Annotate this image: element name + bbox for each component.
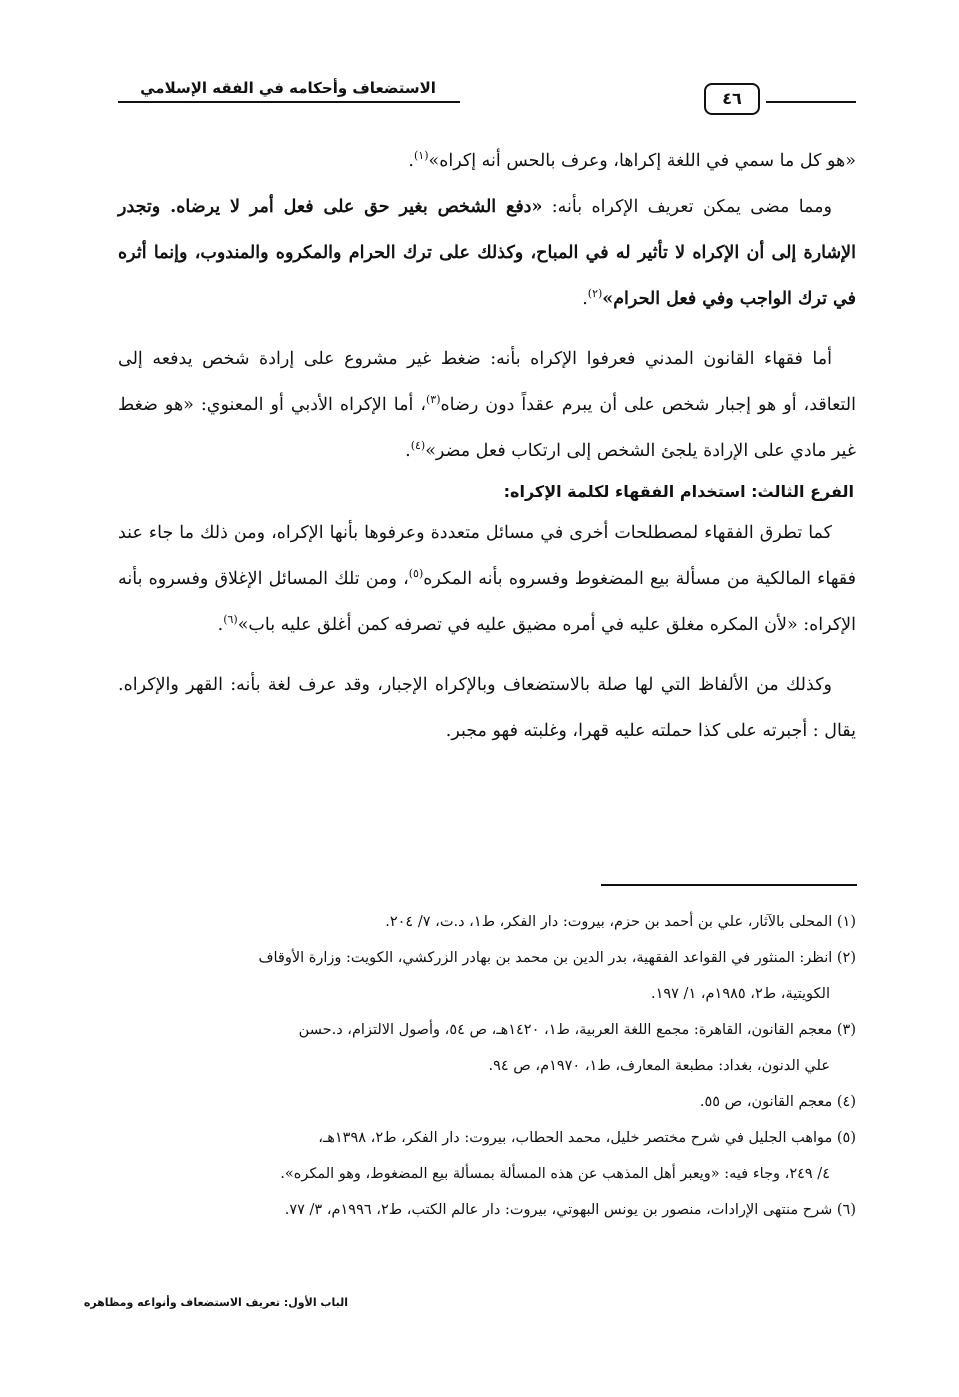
footnote-ref-4: (٤) [410, 439, 426, 453]
footnote-5-continued: ٤/ ٢٤٩، وجاء فيه: «ويعبر أهل المذهب عن هذه المسألة بمسألة بيع المضغوط، وهو المكره». [280, 1166, 830, 1182]
page-number: ٤٦ [704, 83, 760, 115]
footnote-1: (١) المحلى بالآثار، علي بن أحمد بن حزم، بيروت: دار الفكر، ط١، د.ت، ٧/ ٢٠٤. [385, 914, 856, 930]
paragraph-4-text-b: ، ومن تلك المسائل الإغلاق وفسروه بأنه الإكراه: «لأن المكره مغلق عليه في أمره مضيق عليه في تصرفه كمن أغلق عليه باب» [118, 569, 856, 635]
footnote-6: (٦) شرح منتهى الإرادات، منصور بن يونس البهوتي، بيروت: دار عالم الكتب، ط٢، ١٩٩٦م، ٣/ ٧٧. [284, 1202, 856, 1218]
section-subheading: الفرع الثالث: استخدام الفقهاء لكلمة الإكراه: [503, 482, 854, 501]
paragraph-3-text-a: أما فقهاء القانون المدني فعرفوا الإكراه بأنه: ضغط غير مشروع على إرادة شخص يدفعه إلى التعاقد، أو هو إجبار شخص على أن يبرم عقداً دون رضاه [118, 349, 857, 415]
paragraph-1-text: «هو كل ما سمي في اللغة إكراها، وعرف بالحس أنه إكراه» [428, 151, 856, 171]
paragraph-2-lead: ومما مضى يمكن تعريف الإكراه بأنه: [542, 197, 832, 217]
footnote-ref-6: (٦) [223, 613, 238, 627]
header-rule-right [766, 101, 856, 103]
paragraph-3: أما فقهاء القانون المدني فعرفوا الإكراه بأنه: ضغط غير مشروع على إرادة شخص يدفعه إلى التعاقد، أو هو إجبار شخص على أن يبرم عقداً دون رضاه$^{(٣)}$، أما الإكراه الأدبي أو المعنوي: «هو ضغط غير مادي على الإرادة يلجئ الشخص إلى ارتكاب فعل مضر»$^{(٤)}$. [118, 349, 857, 461]
footnote-3: (٣) معجم القانون، القاهرة: مجمع اللغة العربية، ط١، ١٤٢٠هـ، ص ٥٤، وأصول الالتزام، د.حسن [298, 1022, 856, 1038]
paragraph-2-definition: «دفع الشخص بغير حق على فعل أمر لا يرضاه. وتجدر الإشارة إلى أن الإكراه لا تأثير له في المباح، وكذلك على ترك الحرام والمكروه والمندوب، وإنما أثره في ترك الواجب وفي فعل الحرام» [118, 197, 856, 309]
footnote-4: (٤) معجم القانون، ص ٥٥. [699, 1094, 856, 1110]
footnote-ref-5: (٥) [408, 567, 424, 581]
paragraph-4-text-a: كما تطرق الفقهاء لمصطلحات أخرى في مسائل متعددة وعرفوها بأنها الإكراه، ومن ذلك ما جاء عند فقهاء المالكية من مسألة بيع المضغوط وفسروه بأنه المكره [118, 523, 856, 589]
paragraph-1: «هو كل ما سمي في اللغة إكراها، وعرف بالحس أنه إكراه»$^{(١)}$. [408, 149, 856, 171]
footnote-3-continued: علي الدنون، بغداد: مطبعة المعارف، ط١، ١٩٧٠م، ص ٩٤. [488, 1058, 830, 1074]
footnote-separator [601, 884, 857, 886]
footnote-2: (٢) انظر: المنثور في القواعد الفقهية، بدر الدين بن محمد بن بهادر الزركشي، الكويت: وزارة الأوقاف [258, 950, 856, 966]
footnote-2-continued: الكويتية، ط٢، ١٩٨٥م، ١/ ١٩٧. [650, 986, 830, 1002]
header-rule-left [118, 101, 460, 103]
paragraph-2: ومما مضى يمكن تعريف الإكراه بأنه: «دفع الشخص بغير حق على فعل أمر لا يرضاه. وتجدر الإشارة إلى أن الإكراه لا تأثير له في المباح، وكذلك على ترك الحرام والمكروه والمندوب، وإنما أثره في ترك الواجب وفي فعل الحرام»$^{(٢)}$. [118, 197, 856, 309]
footnote-5: (٥) مواهب الجليل في شرح مختصر خليل، محمد الحطاب، بيروت: دار الفكر، ط٢، ١٣٩٨هـ، [318, 1130, 856, 1146]
running-title: الاستضعاف وأحكامه في الفقه الإسلامي [140, 79, 436, 97]
footnotes [116, 904, 858, 1228]
footnote-ref-2: (٢) [587, 287, 603, 301]
page-header [118, 78, 856, 118]
paragraph-5: وكذلك من الألفاظ التي لها صلة بالاستضعاف وبالإكراه الإجبار، وقد عرف لغة بأنه: القهر والإكراه. يقال : أجبرته على كذا حملته عليه قهرا، وغلبته فهو مجبر. [118, 675, 856, 741]
paragraph-3-text-b: ، أما الإكراه الأدبي أو المعنوي: «هو ضغط غير مادي على الإرادة يلجئ الشخص إلى ارتكاب فعل مضر» [118, 395, 856, 461]
footnote-ref-1: (١) [414, 149, 429, 163]
footnote-ref-3: (٣) [425, 393, 441, 407]
body-text [118, 138, 856, 754]
page-footer: الباب الأول: تعريف الاستضعاف وأنواعه ومظاهره [83, 1296, 348, 1309]
paragraph-4: كما تطرق الفقهاء لمصطلحات أخرى في مسائل متعددة وعرفوها بأنها الإكراه، ومن ذلك ما جاء عند فقهاء المالكية من مسألة بيع المضغوط وفسروه بأنه المكره$^{(٥)}$، ومن تلك المسائل الإغلاق وفسروه بأنه الإكراه: «لأن المكره مغلق عليه في أمره مضيق عليه في تصرفه كمن أغلق عليه باب»$^{(٦)}$. [118, 523, 856, 635]
